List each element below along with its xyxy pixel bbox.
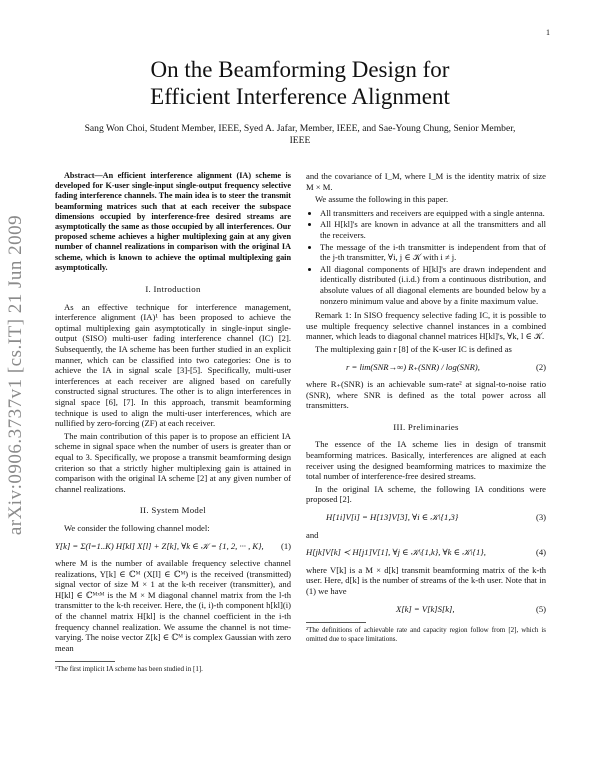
abstract: Abstract—An efficient interference alignment (IA) scheme is developed for K-user single-input single-output frequency selective fading interference channels. The main idea is to steer the transmit beamforming matrices such that at each receiver the subspace dimensions occupied by interference-free desired streams are asymptotically the same as those occupied by all interferences. Our proposed scheme achieves a higher multiplexing gain at any given number of channel realizations in comparison with the original IA scheme, which is known to achieve the optimal multiplexing gain asymptotically. bbox=[55, 171, 291, 272]
equation-3 bbox=[306, 512, 546, 523]
footnote-rule bbox=[306, 622, 366, 623]
intro-paragraph-2: The main contribution of this paper is to propose an efficient IA scheme in signal space when the number of users is greater than or equal to 3. Specifically, we propose a transmit beamforming design criterion so that a strictly higher multiplexing gain is attained in comparison with the original IA scheme [2] at any given number of channel realizations. bbox=[55, 430, 291, 494]
equation-1 bbox=[55, 541, 291, 552]
paper-title bbox=[60, 56, 540, 110]
assumption-item: • All transmitters and receivers are equipped with a single antenna. bbox=[320, 208, 546, 219]
equation-3-number: (3) bbox=[535, 512, 546, 523]
footnote-2: ²The definitions of achievable rate and capacity region follow from [2], which is omitted due to space limitations. bbox=[306, 626, 546, 644]
sum-rate-paragraph: where R₊(SNR) is an achievable sum-rate² at signal-to-noise ratio (SNR), where SNR is defined as the total power across all transmitters. bbox=[306, 379, 546, 411]
remark-1: Remark 1: In SISO frequency selective fading IC, it is possible to use multiple frequency selective channel instances in a combined manner, which leads to diagonal channel matrices H[kl]'s, ∀k, l ∈ 𝒦. bbox=[306, 310, 546, 342]
equation-1-body: Y[k] = Σ(l=1..K) H[kl] X[l] + Z[k], ∀k ∈ 𝒦 = {1, 2, ··· , K}, bbox=[55, 540, 264, 551]
page-number: 1 bbox=[546, 28, 550, 37]
equation-2-body: r = lim(SNR→∞) R₊(SNR) / log(SNR), bbox=[346, 361, 480, 372]
section-2-heading: II. System Model bbox=[139, 505, 207, 516]
assumption-item: • All diagonal components of H[kl]'s are drawn independent and identically distributed (i.i.d.) from a continuous distribution, and absolute values of all diagonal elements are bounded below by a nonzero minimum value and above by a finite maximum value. bbox=[320, 264, 546, 306]
model-paragraph-2: where M is the number of available frequency selective channel realizations, Y[k] ∈ ℂᴹ (X[l] ∈ ℂᴹ) is the received (transmitted) signal vector of size M × 1 at the k-th receiver (transmitter), and H[kl] ∈ ℂᴹˣᴹ is the M × M diagonal channel matrix from the l-th transmitter to the k-th receiver. Here, the (i, i)-th component h[kl](i) of the channel matrix H[kl] is the channel coefficient in the i-th frequency channel realization. We assume the channel is not time-varying. The noise vector Z[k] ∈ ℂᴹ is complex Gaussian with zero mean bbox=[55, 558, 291, 653]
equation-5-body: X[k] = V[k]S[k], bbox=[396, 603, 455, 614]
equation-4 bbox=[306, 547, 546, 558]
footnote-rule bbox=[55, 661, 115, 662]
section-3-heading: III. Preliminaries bbox=[393, 421, 459, 432]
arxiv-id: arXiv:0906.3737v1 [cs.IT] 21 Jun 2009 bbox=[5, 214, 26, 536]
equation-1-number: (1) bbox=[280, 540, 291, 551]
author-list: Sang Won Choi, Student Member, IEEE, Syed A. Jafar, Member, IEEE, and Sae-Young Chung, Senior Member, IEEE bbox=[84, 123, 516, 146]
equation-4-body: H[jk]V[k] ≺ H[j1]V[1], ∀j ∈ 𝒦\{1,k}, ∀k ∈ 𝒦\{1}, bbox=[306, 547, 486, 558]
equation-2 bbox=[306, 362, 546, 373]
covariance-paragraph: and the covariance of I_M, where I_M is the identity matrix of size M × M. bbox=[306, 171, 546, 192]
equation-4-number: (4) bbox=[535, 547, 546, 558]
left-column bbox=[55, 171, 291, 674]
title-line-2: Efficient Interference Alignment bbox=[150, 84, 450, 109]
equation-5-number: (5) bbox=[535, 603, 546, 614]
model-paragraph-1: We consider the following channel model: bbox=[64, 522, 210, 533]
multiplexing-gain-intro: The multiplexing gain r [8] of the K-user IC is defined as bbox=[315, 343, 512, 354]
equation-3-body: H[1i]V[i] = H[13]V[3], ∀i ∈ 𝒦\{1,3} bbox=[326, 512, 459, 523]
assumption-list bbox=[306, 208, 546, 306]
section-1-heading: I. Introduction bbox=[145, 284, 201, 295]
assumptions-intro: We assume the following in this paper. bbox=[315, 194, 449, 205]
and-text: and bbox=[306, 529, 319, 540]
footnote-1: ¹The first implicit IA scheme has been studied in [1]. bbox=[55, 665, 203, 674]
prelim-paragraph-2: In the original IA scheme, the following IA conditions were proposed [2]. bbox=[306, 483, 546, 505]
prelim-paragraph-1: The essence of the IA scheme lies in design of transmit beamforming matrices. Basically, interferences are aligned at each receiver using the designed beamforming matrices to maximize the total number of interference-free desired streams. bbox=[306, 439, 546, 482]
assumption-item: • All H[kl]'s are known in advance at all the transmitters and all the receivers. bbox=[320, 219, 546, 240]
arxiv-stamp bbox=[5, 214, 26, 536]
intro-paragraph-1: As an effective technique for interference management, interference alignment (IA)¹ has been proposed to achieve the optimal multiplexing gain asymptotically in single-input single-output (SISO) multi-user fading interference channel (IC) [2]. Subsequently, the IA scheme has been further studied in an explicit manner, which can be classified into two categories: One is to achieve the IA in signal scale [3]-[5]. Specifically, multi-user interferences at each receiver are aligned based on carefully constructed signal structures. The other is to align interferences in signal space [6], [7]. In this approach, transmit beamforming technique is used to align the multi-user interferences, which are nullified by zero-forcing (ZF) at each receiver. bbox=[55, 301, 291, 429]
title-line-1: On the Beamforming Design for bbox=[150, 57, 450, 82]
beamforming-paragraph: where V[k] is a M × d[k] transmit beamforming matrix of the k-th user. Here, d[k] is the number of streams of the k-th user. Note that in (1) we have bbox=[306, 564, 546, 596]
right-column bbox=[306, 171, 546, 644]
equation-2-number: (2) bbox=[535, 361, 546, 372]
equation-5 bbox=[306, 604, 546, 615]
assumption-item: • The message of the i-th transmitter is independent from that of the j-th transmitter, ∀i, j ∈ 𝒦 with i ≠ j. bbox=[320, 242, 546, 263]
